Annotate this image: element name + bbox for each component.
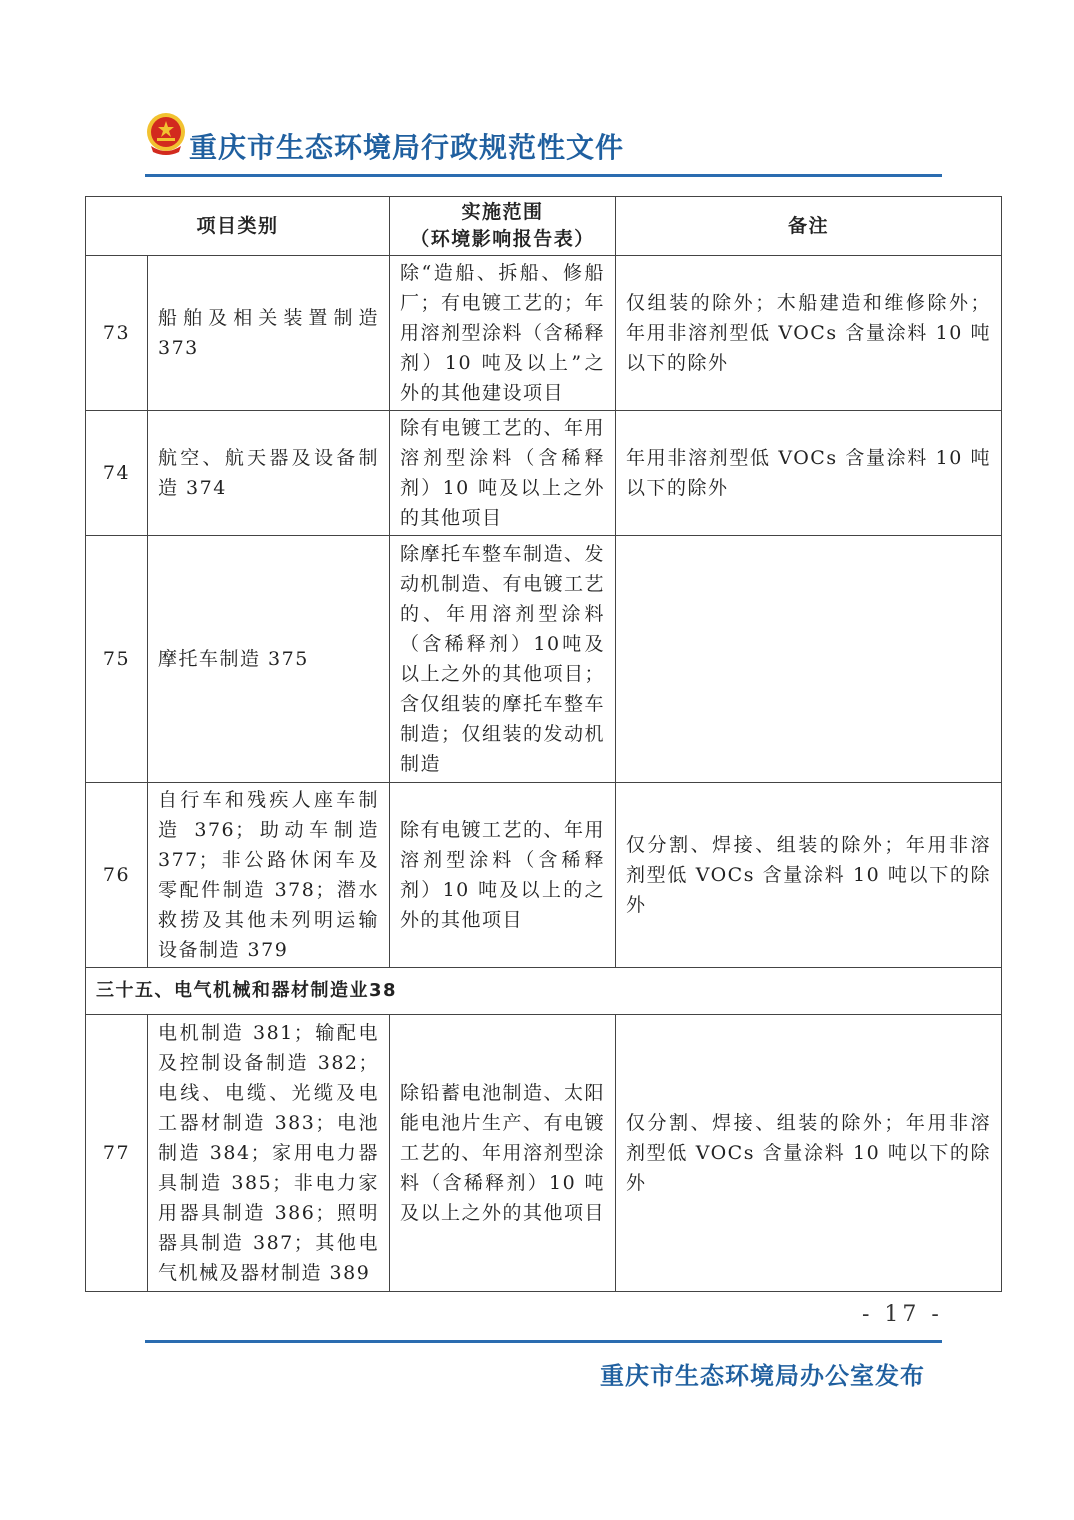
document-header xyxy=(145,112,945,178)
project-scope-table xyxy=(85,196,1002,1292)
row-note: 仅分割、焊接、组装的除外；年用非溶剂型低 VOCs 含量涂料 10 吨以下的除外 xyxy=(616,1015,1002,1292)
page-number: - 17 - xyxy=(862,1302,943,1327)
header-scope-line2: （环境影响报告表） xyxy=(410,228,595,250)
row-category: 摩托车制造 375 xyxy=(148,536,390,783)
row-category: 航空、航天器及设备制造 374 xyxy=(148,411,390,536)
footer-divider xyxy=(145,1340,942,1343)
table-row xyxy=(86,411,1002,536)
table-row xyxy=(86,1015,1002,1292)
row-note: 年用非溶剂型低 VOCs 含量涂料 10 吨以下的除外 xyxy=(616,411,1002,536)
row-number: 75 xyxy=(86,536,148,783)
row-scope: 除有电镀工艺的、年用溶剂型涂料（含稀释剂）10 吨及以上之外的其他项目 xyxy=(390,411,616,536)
row-number: 76 xyxy=(86,783,148,968)
row-scope: 除铅蓄电池制造、太阳能电池片生产、有电镀工艺的、年用溶剂型涂料（含稀释剂）10 吨及以上之外的其他项目 xyxy=(390,1015,616,1292)
header-scope-line1: 实施范围 xyxy=(461,201,544,223)
header-note: 备注 xyxy=(616,197,1002,256)
table-row xyxy=(86,256,1002,411)
row-category: 船舶及相关装置制造 373 xyxy=(148,256,390,411)
row-scope: 除有电镀工艺的、年用溶剂型涂料（含稀释剂）10 吨及以上的之外的其他项目 xyxy=(390,783,616,968)
row-note: 仅分割、焊接、组装的除外；年用非溶剂型低 VOCs 含量涂料 10 吨以下的除外 xyxy=(616,783,1002,968)
row-scope: 除摩托车整车制造、发动机制造、有电镀工艺的、年用溶剂型涂料（含稀释剂）10吨及以上之外的其他项目；含仅组装的摩托车整车制造；仅组装的发动机制造 xyxy=(390,536,616,783)
national-emblem-icon xyxy=(145,112,187,156)
header-scope xyxy=(390,197,616,256)
row-category: 自行车和残疾人座车制造 376；助动车制造 377；非公路休闲车及零配件制造 378；潜水救捞及其他未列明运输设备制造 379 xyxy=(148,783,390,968)
table-row xyxy=(86,536,1002,783)
row-note xyxy=(616,536,1002,783)
row-note: 仅组装的除外；木船建造和维修除外；年用非溶剂型低 VOCs 含量涂料 10 吨以下的除外 xyxy=(616,256,1002,411)
section-title: 三十五、电气机械和器材制造业38 xyxy=(86,968,1002,1015)
footer-publisher: 重庆市生态环境局办公室发布 xyxy=(600,1362,925,1390)
row-number: 73 xyxy=(86,256,148,411)
row-number: 77 xyxy=(86,1015,148,1292)
header-title: 重庆市生态环境局行政规范性文件 xyxy=(189,131,625,164)
section-row xyxy=(86,968,1002,1015)
row-number: 74 xyxy=(86,411,148,536)
row-scope: 除“造船、拆船、修船厂；有电镀工艺的；年用溶剂型涂料（含稀释剂）10 吨及以上”之外的其他建设项目 xyxy=(390,256,616,411)
row-category: 电机制造 381；输配电及控制设备制造 382；电线、电缆、光缆及电工器材制造 383；电池制造 384；家用电力器具制造 385；非电力家用器具制造 386；照明器具制造 387；其他电气机械及器材制造 389 xyxy=(148,1015,390,1292)
table-header-row xyxy=(86,197,1002,256)
header-divider xyxy=(145,174,942,177)
header-category: 项目类别 xyxy=(86,197,390,256)
table-row xyxy=(86,783,1002,968)
